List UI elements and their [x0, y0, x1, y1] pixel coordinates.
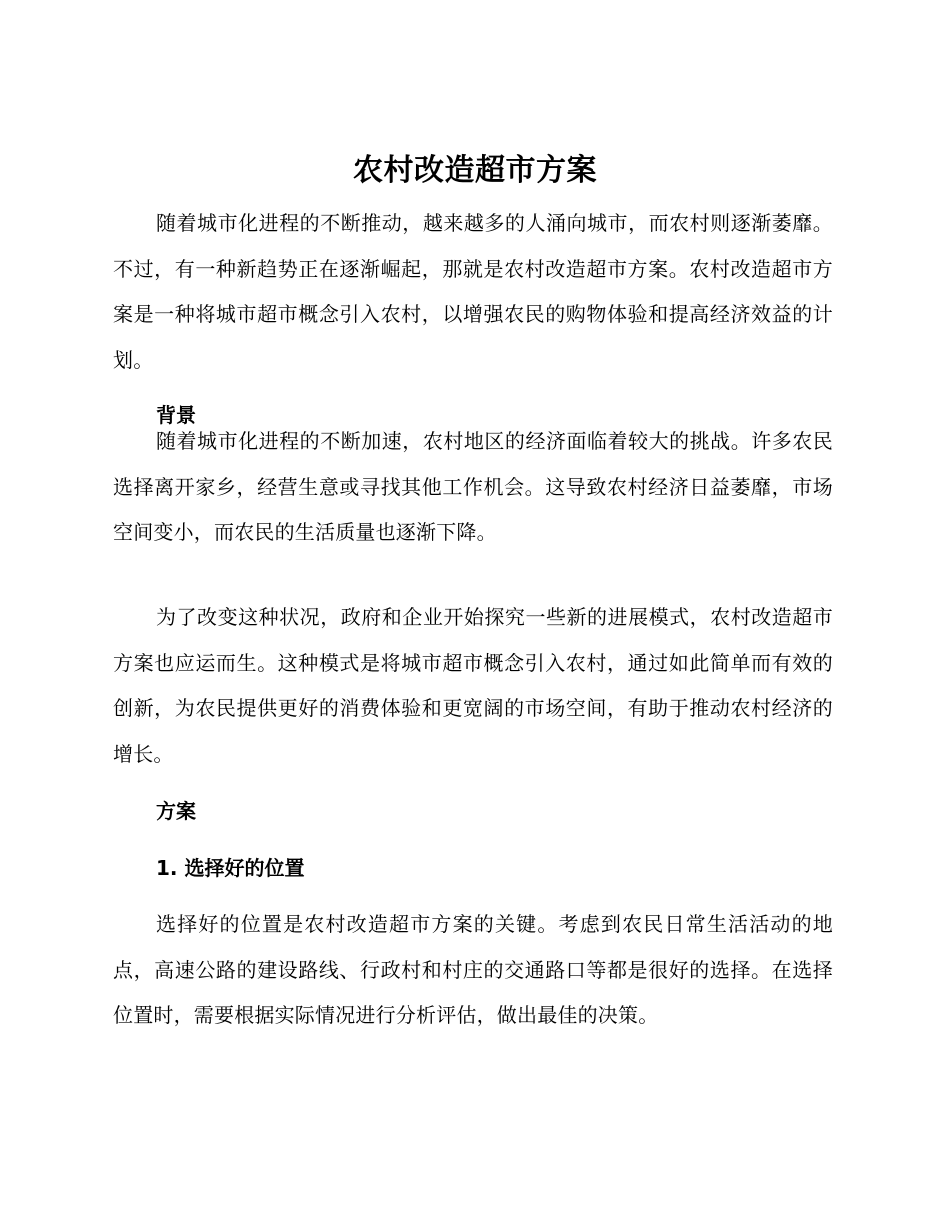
- document-title: 农村改造超市方案: [353, 153, 597, 188]
- section-heading-background: 背景: [156, 403, 196, 427]
- intro-paragraph: 随着城市化进程的不断推动，越来越多的人涌向城市，而农村则逐渐萎靡。不过，有一种新趋势正在逐渐崛起，那就是农村改造超市方案。农村改造超市方案是一种将城市超市概念引入农村，以增强农民的购物体验和提高经济效益的计划。: [113, 211, 833, 372]
- subsection-heading-location: 1. 选择好的位置: [156, 856, 305, 880]
- section-heading-plan: 方案: [156, 799, 196, 823]
- location-paragraph: 选择好的位置是农村改造超市方案的关键。考虑到农民日常生活活动的地点，高速公路的建设路线、行政村和村庄的交通路口等都是很好的选择。在选择位置时，需要根据实际情况进行分析评估，做出最佳的决策。: [113, 912, 833, 1027]
- background-paragraph-1: 随着城市化进程的不断加速，农村地区的经济面临着较大的挑战。许多农民选择离开家乡，经营生意或寻找其他工作机会。这导致农村经济日益萎靡，市场空间变小，而农民的生活质量也逐渐下降。: [113, 429, 833, 544]
- background-paragraph-2: 为了改变这种状况，政府和企业开始探究一些新的进展模式，农村改造超市方案也应运而生。这种模式是将城市超市概念引入农村，通过如此简单而有效的创新，为农民提供更好的消费体验和更宽阔的市场空间，有助于推动农村经济的增长。: [113, 605, 833, 766]
